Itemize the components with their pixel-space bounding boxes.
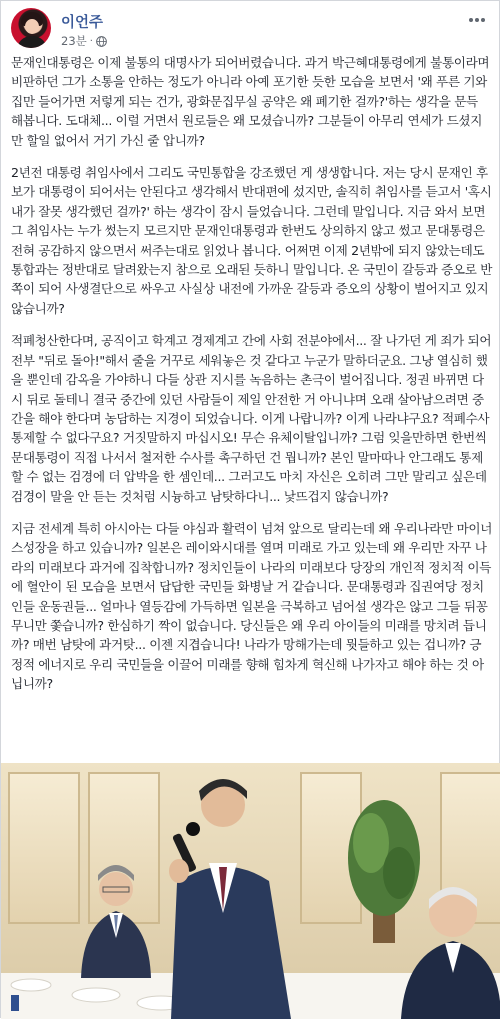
globe-icon[interactable] <box>96 36 107 47</box>
meta-separator: · <box>89 35 93 47</box>
more-options-icon[interactable] <box>465 8 489 28</box>
author-name[interactable]: 이언주 <box>61 15 104 31</box>
post-paragraph: 지금 전세계 특히 아시아는 다들 야심과 활력이 넘쳐 앞으로 달리는데 왜 우리나라만 마이너스성장을 하고 있습니까? 일본은 레이와시대를 열며 미래로 가고 있는데 왜 우리만 자꾸 나라의 미래보다 과거에 집착합니까? 정치인들이 나라의 미래보다 당장의 개인적 정치적 이득에 혈안이 된 모습을 보면서 답답한 국민들 화병날 거 같습니다. 문대통령과 집권여당 정치인들 운동권들... 얼마나 열등감에 가득하면 일본을 극복하고 넘어설 생각은 않고 그들 뒤꽁무니만 쫓습니까? 한심하기 짝이 없습니다. 당신들은 왜 우리 아이들의 미래를 망치려 듭니까? 매번 남탓에 과거탓... 이젠 지겹습니다! 나라가 망해가는데 뭣들하고 있는 겁니까? 긍정적 에너지로 우리 국민들을 이끌어 미래를 향해 힘차게 혁신해 나가자고 해야 하는 것 아닙니까? <box>11 520 493 692</box>
post-paragraph: 2년전 대통령 취임사에서 그리도 국민통합을 강조했던 게 생생합니다. 저는 당시 문재인 후보가 대통령이 되어서는 안된다고 생각해서 반대편에 섰지만, 솔직히 취임사를 듣고서 '혹시 내가 잘못 생각했던 걸까?' 하는 생각이 잠시 들었습니다. 그런데 말입니다. 지금 와서 보면 그 취임사는 누가 썼는지 모르지만 문재인대통령과 한번도 상의하지 않고 썼고 문대통령은 전혀 공감하지 않으면서 써주는대로 읽었나 봅니다. 어쩌면 이제 2년밖에 되지 않았는데도 통합과는 정반대로 달려왔는지 참으로 오래된 듯하니 말입니다. 온 국민이 갈등과 증오로 반쪽이 되어 사생결단으로 싸우고 사실상 내전에 가까운 갈등과 증오의 상황이 벌어지고 있지 않습니까? <box>11 165 493 316</box>
post-meta <box>61 33 107 49</box>
post-paragraph: 문재인대통령은 이제 불통의 대명사가 되어버렸습니다. 과거 박근혜대통령에게 불통이라며 비판하던 그가 소통을 안하는 정도가 아니라 아예 포기한 듯한 모습을 보면서 '왜 푸른 기와집만 들어가면 저렇게 되는 건가, 광화문집무실 공약은 왜 폐기한 걸까?'하는 생각을 문득 해봅니다. 도대체... 이럴 거면서 원로들은 왜 모셨습니까? 그분들이 아무리 연세가 드셨지만 할일 없어서 거기 가신 줄 압니까? <box>11 55 490 148</box>
post-paragraph: 적폐청산한다며, 공직이고 학계고 경제계고 간에 사회 전분야에서... 잘 나가던 게 죄가 되어 전부 "뒤로 돌아!"해서 줄을 거꾸로 세워놓은 것 같다고 누군가 말하더군요. 그냥 열심히 했을 뿐인데 감옥을 가야하니 다들 상관 지시를 녹음하는 촌극이 벌어집니다. 정권 바뀌면 다시 뒤로 돌테니 결국 중간에 있던 사람들이 제일 안전한 거 아니냐며 오래 살아남으려면 중간을 해야 한다며 농담하는 지경이 되었습니다. 이게 나랍니까? 이게 나라냐구요? 적폐수사 통제할 수 없다구요? 거짓말하지 마십시오! 무슨 유체이탈입니까? 그럼 잊을만하면 한번씩 문대통령이 직접 나서서 철저한 수사를 촉구하던 건 뭡니까? 본인 말마따나 안그래도 통제할 수 없는 검경에 더 압박을 한 셈인데... 그러고도 마치 자신은 오히려 그만 말리고 싶은데 검경이 말을 안 듣는 것처럼 시늉하고 남탓하다니... 낯뜨겁지 않습니까? <box>11 333 492 504</box>
post-photo[interactable] <box>1 763 500 1019</box>
post-timestamp[interactable]: 23분 <box>61 34 87 48</box>
post-text <box>11 53 493 707</box>
avatar[interactable] <box>11 8 51 48</box>
post-header <box>11 8 491 52</box>
photo-scene <box>1 763 500 1019</box>
